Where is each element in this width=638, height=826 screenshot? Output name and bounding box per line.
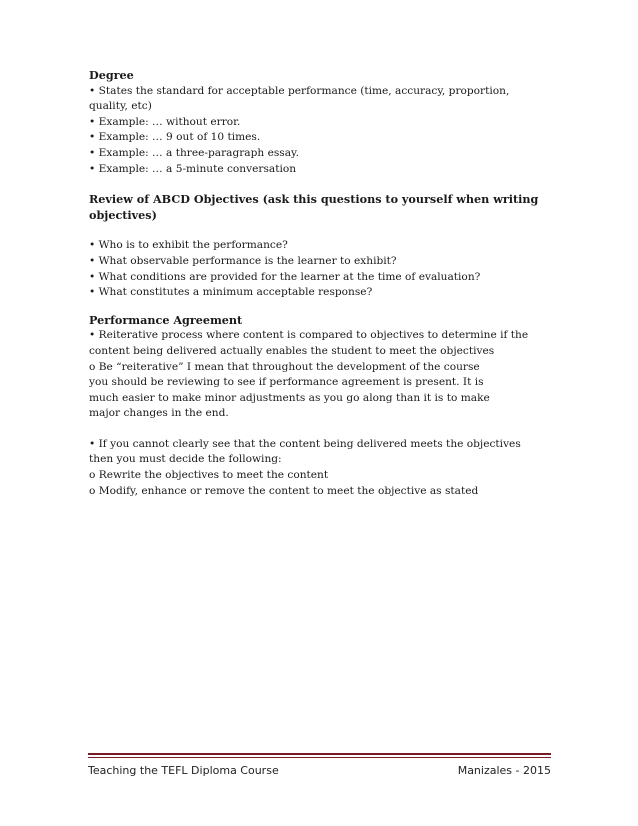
- text-line: major changes in the end.: [89, 407, 229, 420]
- section-heading-degree: Degree: [89, 68, 134, 82]
- text-line: • Example: … a three-paragraph essay.: [89, 146, 299, 159]
- section-heading-review: Review of ABCD Objectives (ask this questions to yourself when writing objectives): [89, 192, 539, 222]
- section-heading-performance: Performance Agreement: [89, 312, 243, 327]
- text-line: quality, etc): [89, 100, 152, 113]
- text-line: content being delivered actually enables the student to meet the objectives: [89, 344, 495, 357]
- text-line: • Example: … without error.: [89, 115, 241, 128]
- text-line: you should be reviewing to see if performance agreement is present. It is: [89, 376, 484, 389]
- footer-course-title: Teaching the TEFL Diploma Course: [88, 764, 279, 777]
- text-line: then you must decide the following:: [89, 453, 282, 466]
- text-line: o Modify, enhance or remove the content to meet the objective as stated: [89, 484, 479, 497]
- text-line: • Example: … 9 out of 10 times.: [89, 131, 261, 144]
- text-line: • States the standard for acceptable performance (time, accuracy, proportion,: [89, 84, 510, 97]
- page-footer: [88, 764, 551, 777]
- footer-divider-thin: [88, 757, 551, 758]
- text-line: • What conditions are provided for the learner at the time of evaluation?: [89, 270, 481, 283]
- page-content: [89, 68, 559, 499]
- footer-location-year: Manizales - 2015: [457, 764, 551, 777]
- text-line: o Be “reiterative” I mean that throughout the development of the course: [89, 360, 480, 373]
- text-line: much easier to make minor adjustments as you go along than it is to make: [89, 391, 490, 404]
- text-line: • Example: … a 5-minute conversation: [89, 162, 297, 175]
- footer-divider: [88, 753, 551, 755]
- text-line: o Rewrite the objectives to meet the content: [89, 469, 329, 482]
- degree-text: [89, 84, 559, 178]
- text-line: • Reiterative process where content is compared to objectives to determine if the: [89, 329, 529, 342]
- text-line: • What constitutes a minimum acceptable response?: [89, 286, 373, 299]
- review-text: [89, 238, 559, 300]
- text-line: • If you cannot clearly see that the content being delivered meets the objectives: [89, 437, 521, 450]
- performance-text-2: [89, 437, 559, 499]
- text-line: • What observable performance is the learner to exhibit?: [89, 254, 397, 267]
- text-line: • Who is to exhibit the performance?: [89, 239, 288, 252]
- performance-text: [89, 328, 559, 422]
